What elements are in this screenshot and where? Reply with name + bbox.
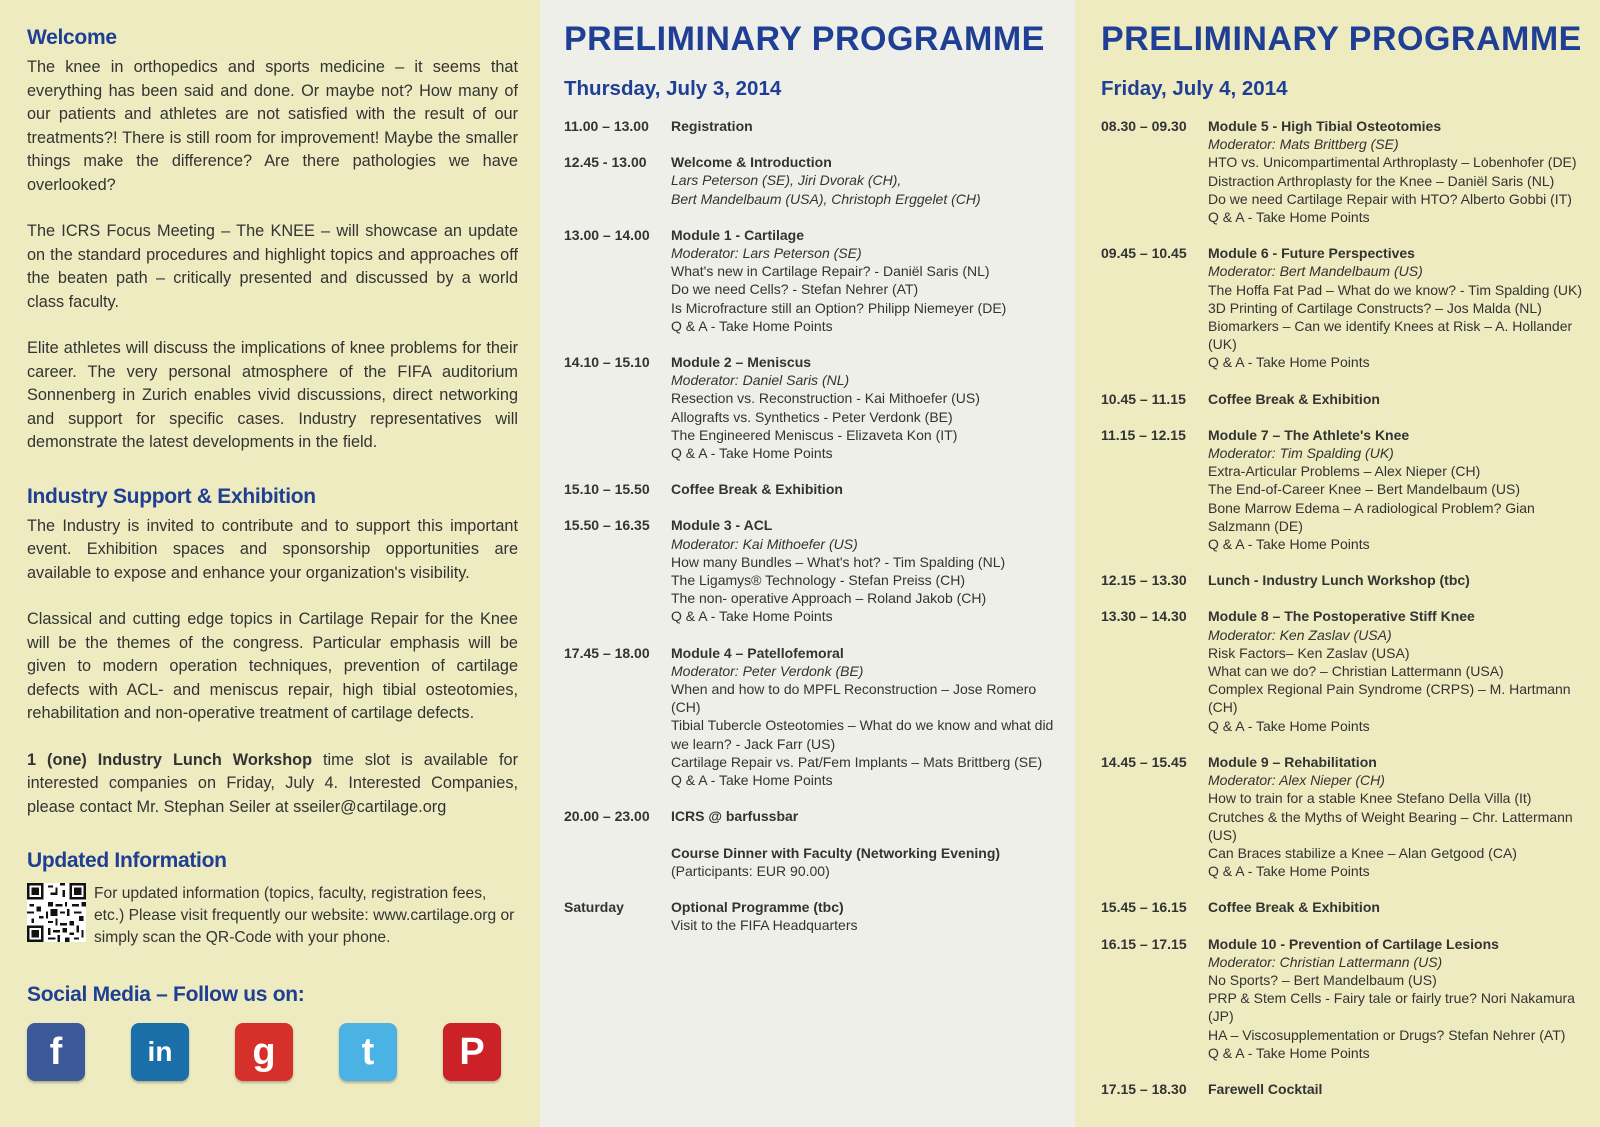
session-content — [1208, 571, 1592, 589]
session-item: No Sports? – Bert Mandelbaum (US) — [1208, 971, 1437, 988]
schedule-row — [564, 807, 1061, 825]
session-item: Q & A - Take Home Points — [1208, 717, 1370, 734]
session-moderator: Moderator: Bert Mandelbaum (US) — [1208, 263, 1423, 280]
session-time: 08.30 – 09.30 — [1101, 118, 1187, 134]
session-title: ICRS @ barfussbar — [671, 808, 799, 825]
lunch-workshop-paragraph — [27, 749, 518, 820]
programme-date: Friday, July 4, 2014 — [1101, 77, 1288, 100]
session-time: 11.00 – 13.00 — [564, 118, 649, 134]
session-item: Q & A - Take Home Points — [1208, 536, 1370, 553]
session-title: Module 9 – Rehabilitation — [1208, 753, 1377, 770]
session-item: Visit to the FIFA Headquarters — [671, 917, 858, 934]
session-item: What's new in Cartilage Repair? - Daniël Saris (NL) — [671, 263, 990, 280]
session-time: 13.00 – 14.00 — [564, 226, 650, 243]
session-time: 14.10 – 15.10 — [564, 354, 650, 371]
session-moderator: Moderator: Christian Lattermann (US) — [1208, 953, 1443, 970]
session-time: 12.45 - 13.00 — [564, 154, 647, 171]
google-plus-icon[interactable]: g — [235, 1023, 293, 1081]
welcome-paragraph: The knee in orthopedics and sports medicine – it seems that everything has been said and done. Or maybe not? How many of our patients and athletes are not satisfied with the result of our treatments?! There is still room for improvement! Maybe the smaller things make the difference? Are there pathologies we have overlooked? — [27, 58, 518, 194]
session-content — [671, 898, 1061, 934]
session-title: Module 4 – Patellofemoral — [671, 644, 844, 661]
session-content — [1208, 1080, 1592, 1098]
welcome-heading: Welcome — [27, 26, 117, 49]
session-moderator: Moderator: Ken Zaslav (USA) — [1208, 626, 1392, 643]
session-moderator: Moderator: Peter Verdonk (BE) — [671, 662, 864, 679]
programme-title: PRELIMINARY PROGRAMME — [1101, 20, 1582, 58]
session-item: Do we need Cells? - Stefan Nehrer (AT) — [671, 281, 919, 298]
session-title: Module 8 – The Postoperative Stiff Knee — [1208, 608, 1475, 625]
schedule-row — [1101, 753, 1592, 880]
social-media-heading: Social Media – Follow us on: — [27, 983, 305, 1006]
session-item: The Engineered Meniscus - Elizaveta Kon (IT) — [671, 426, 958, 443]
session-content — [671, 644, 1061, 790]
schedule-row — [564, 516, 1061, 625]
session-item: Resection vs. Reconstruction - Kai Mithoefer (US) — [671, 390, 980, 407]
schedule-row — [564, 644, 1061, 790]
session-item: Cartilage Repair vs. Pat/Fem Implants – Mats Brittberg (SE) — [671, 753, 1043, 770]
session-content — [671, 480, 1061, 498]
session-content — [671, 153, 1061, 208]
schedule-row — [564, 226, 1061, 335]
welcome-paragraph: Elite athletes will discuss the implications of knee problems for their career. The very personal atmosphere of the FIFA auditorium Sonnenberg in Zurich enables vivid discussions, direct networking and support for specific cases. Industry representatives will demonstrate the latest developments in the field. — [27, 339, 518, 451]
lunch-workshop-text: time slot is available for interested companies on Friday, July 4. Interested Companies, please contact Mr. Stephan Seiler at sseiler@cartilage.org — [27, 750, 518, 816]
session-title: Module 6 - Future Perspectives — [1208, 245, 1415, 262]
schedule-row — [564, 153, 1061, 208]
session-moderator: Moderator: Mats Brittberg (SE) — [1208, 136, 1399, 153]
session-item: Q & A - Take Home Points — [671, 317, 833, 334]
programme-title: PRELIMINARY PROGRAMME — [564, 20, 1045, 58]
session-item: HTO vs. Unicompartimental Arthroplasty – Lobenhofer (DE) — [1208, 154, 1577, 171]
schedule-row — [564, 353, 1061, 462]
schedule-row — [1101, 607, 1592, 734]
session-item: Q & A - Take Home Points — [671, 608, 833, 625]
friday-schedule — [1101, 117, 1592, 1098]
session-content — [1208, 607, 1592, 734]
session-title: Optional Programme (tbc) — [671, 898, 844, 915]
session-time: 09.45 – 10.45 — [1101, 245, 1187, 262]
industry-paragraph: The Industry is invited to contribute and to support this important event. Exhibition spaces and sponsorship opportunities are available to expose and enhance your organization's visibility. — [27, 516, 518, 582]
session-time: 15.10 – 15.50 — [564, 481, 650, 498]
session-item: How to train for a stable Knee Stefano Della Villa (It) — [1208, 790, 1532, 807]
session-time: 11.15 – 12.15 — [1101, 426, 1186, 443]
schedule-row — [564, 480, 1061, 498]
session-time: 17.15 – 18.30 — [1101, 1080, 1187, 1097]
session-content — [1208, 244, 1592, 371]
social-media-icons — [27, 1023, 518, 1081]
session-title: Coffee Break & Exhibition — [671, 481, 843, 498]
session-item: PRP & Stem Cells - Fairy tale or fairly true? Nori Nakamura (JP) — [1208, 990, 1575, 1025]
session-title: Coffee Break & Exhibition — [1208, 390, 1380, 407]
session-content — [1208, 935, 1592, 1062]
session-moderator: Moderator: Tim Spalding (UK) — [1208, 445, 1394, 462]
session-content — [1208, 390, 1592, 408]
schedule-row — [1101, 898, 1592, 916]
session-content — [671, 516, 1061, 625]
session-title: Course Dinner with Faculty (Networking Evening) — [671, 844, 1001, 861]
session-time: 16.15 – 17.15 — [1101, 935, 1187, 952]
session-moderator: Moderator: Lars Peterson (SE) — [671, 245, 862, 262]
thursday-programme-panel — [540, 0, 1075, 1127]
session-item: When and how to do MPFL Reconstruction – Jose Romero (CH) — [671, 681, 1037, 716]
session-title: Farewell Cocktail — [1208, 1080, 1323, 1097]
session-time: 10.45 – 11.15 — [1101, 390, 1186, 407]
linkedin-icon[interactable]: in — [131, 1023, 189, 1081]
schedule-row — [1101, 935, 1592, 1062]
session-time: 17.45 – 18.00 — [564, 644, 650, 661]
session-title: Module 5 - High Tibial Osteotomies — [1208, 118, 1442, 134]
friday-programme-panel — [1075, 0, 1600, 1127]
session-item: Tibial Tubercle Osteotomies – What do we know and what did we learn? - Jack Farr (US) — [671, 717, 1054, 752]
session-item: Q & A - Take Home Points — [1208, 863, 1370, 880]
info-panel — [0, 0, 540, 1127]
session-item: Extra-Articular Problems – Alex Nieper (CH) — [1208, 463, 1481, 480]
session-item: Q & A - Take Home Points — [671, 445, 833, 462]
schedule-row — [1101, 1080, 1592, 1098]
session-time — [564, 844, 671, 880]
session-moderator: Moderator: Kai Mithoefer (US) — [671, 535, 858, 552]
session-item: Do we need Cartilage Repair with HTO? Alberto Gobbi (IT) — [1208, 190, 1572, 207]
session-content — [1208, 898, 1592, 916]
session-title: Registration — [671, 118, 753, 134]
session-item: What can we do? – Christian Lattermann (USA) — [1208, 663, 1504, 680]
schedule-row — [564, 844, 1061, 880]
schedule-row — [564, 898, 1061, 934]
session-item: Bone Marrow Edema – A radiological Problem? Gian Salzmann (DE) — [1208, 499, 1535, 534]
session-title: Welcome & Introduction — [671, 154, 832, 171]
session-title: Module 3 - ACL — [671, 517, 773, 534]
session-content — [1208, 753, 1592, 880]
schedule-row — [1101, 244, 1592, 371]
schedule-row — [1101, 390, 1592, 408]
session-content — [1208, 117, 1592, 226]
session-content — [671, 844, 1061, 880]
session-title: Module 7 – The Athlete's Knee — [1208, 426, 1410, 443]
session-content — [671, 353, 1061, 462]
session-item: The non- operative Approach – Roland Jakob (CH) — [671, 590, 987, 607]
session-content — [1208, 426, 1592, 553]
session-title: Module 2 – Meniscus — [671, 354, 812, 371]
session-title: Module 10 - Prevention of Cartilage Lesions — [1208, 935, 1499, 952]
session-moderator: Moderator: Alex Nieper (CH) — [1208, 772, 1385, 789]
qr-code-icon — [27, 883, 86, 942]
session-item: HA – Viscosupplementation or Drugs? Stefan Nehrer (AT) — [1208, 1026, 1566, 1043]
session-item: Crutches & the Myths of Weight Bearing – Chr. Lattermann (US) — [1208, 808, 1573, 843]
session-title: Module 1 - Cartilage — [671, 226, 805, 243]
schedule-row — [1101, 117, 1592, 226]
session-item: Biomarkers – Can we identify Knees at Risk – A. Hollander (UK) — [1208, 318, 1573, 353]
schedule-row — [1101, 571, 1592, 589]
session-item: Complex Regional Pain Syndrome (CRPS) – M. Hartmann (CH) — [1208, 681, 1571, 716]
session-item: The End-of-Career Knee – Bert Mandelbaum (US) — [1208, 481, 1521, 498]
session-item: (Participants: EUR 90.00) — [671, 862, 830, 879]
schedule-row — [564, 117, 1061, 135]
industry-heading: Industry Support & Exhibition — [27, 484, 316, 508]
schedule-row — [1101, 426, 1592, 553]
session-item: Can Braces stabilize a Knee – Alan Getgood (CA) — [1208, 844, 1517, 861]
session-item: Distraction Arthroplasty for the Knee – Daniël Saris (NL) — [1208, 172, 1555, 189]
session-title: Lunch - Industry Lunch Workshop (tbc) — [1208, 572, 1470, 589]
session-time: 14.45 – 15.45 — [1101, 753, 1187, 770]
session-item: Q & A - Take Home Points — [1208, 1044, 1370, 1061]
facebook-icon[interactable]: f — [27, 1023, 85, 1081]
session-moderator: Lars Peterson (SE), Jiri Dvorak (CH), — [671, 172, 902, 189]
lunch-workshop-bold: 1 (one) Industry Lunch Workshop — [27, 750, 313, 769]
session-time: 20.00 – 23.00 — [564, 808, 650, 825]
session-item: Risk Factors– Ken Zaslav (USA) — [1208, 644, 1410, 661]
industry-paragraph: Classical and cutting edge topics in Cartilage Repair for the Knee will be the themes of the congress. Particular emphasis will be given to modern operation techniques, prevention of cartilage defects with ACL- and meniscus repair, high tibial osteotomies, rehabilitation and non-operative treatment of cartilage defects. — [27, 610, 518, 722]
session-item: Q & A - Take Home Points — [1208, 354, 1370, 371]
session-moderator: Bert Mandelbaum (USA), Christoph Erggelet (CH) — [671, 190, 981, 207]
updated-info-heading: Updated Information — [27, 849, 227, 872]
session-time: 15.45 – 16.15 — [1101, 899, 1187, 916]
session-item: Q & A - Take Home Points — [1208, 209, 1370, 226]
session-item: Is Microfracture still an Option? Philipp Niemeyer (DE) — [671, 299, 1007, 316]
session-time: Saturday — [564, 898, 624, 915]
updated-info-block — [27, 883, 518, 949]
thursday-schedule — [564, 117, 1061, 934]
session-content — [671, 117, 1061, 135]
twitter-icon[interactable]: t — [339, 1023, 397, 1081]
session-moderator: Moderator: Daniel Saris (NL) — [671, 372, 850, 389]
session-content — [671, 226, 1061, 335]
updated-info-text: For updated information (topics, faculty, registration fees, etc.) Please visit frequently our website: www.cartilage.org or simply scan the QR-Code with your phone. — [94, 885, 515, 946]
session-item: 3D Printing of Cartilage Constructs? – Jos Malda (NL) — [1208, 299, 1542, 316]
session-time: 13.30 – 14.30 — [1101, 608, 1187, 625]
pinterest-icon[interactable]: P — [443, 1023, 501, 1081]
session-item: How many Bundles – What's hot? - Tim Spalding (NL) — [671, 553, 1006, 570]
session-title: Coffee Break & Exhibition — [1208, 899, 1380, 916]
session-item: The Hoffa Fat Pad – What do we know? - Tim Spalding (UK) — [1208, 281, 1583, 298]
session-item: The Ligamys® Technology - Stefan Preiss (CH) — [671, 572, 966, 589]
session-time: 15.50 – 16.35 — [564, 517, 650, 534]
session-time: 12.15 – 13.30 — [1101, 572, 1187, 589]
programme-date: Thursday, July 3, 2014 — [564, 77, 782, 100]
session-item: Q & A - Take Home Points — [671, 772, 833, 789]
welcome-paragraph: The ICRS Focus Meeting – The KNEE – will showcase an update on the standard procedures and highlight topics and approaches off the beaten path – critically presented and discussed by a world class faculty. — [27, 222, 518, 311]
session-item: Allografts vs. Synthetics - Peter Verdonk (BE) — [671, 408, 953, 425]
session-content — [671, 807, 1061, 825]
